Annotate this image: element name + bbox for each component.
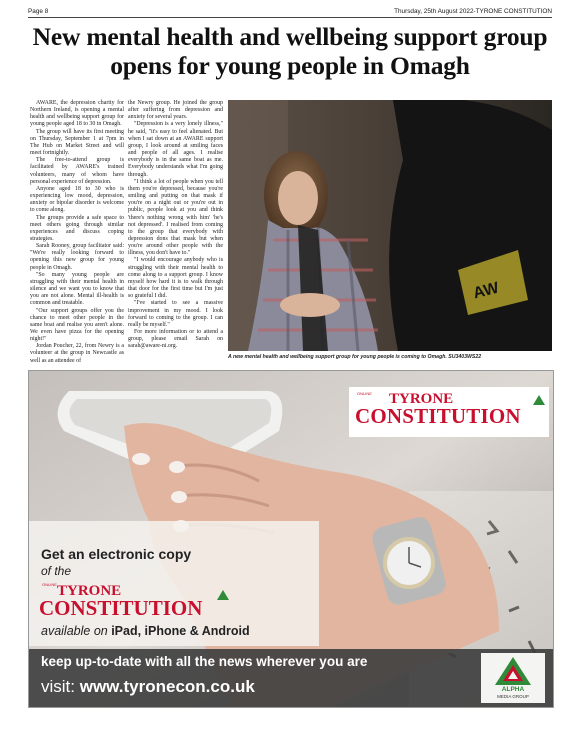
availability-prefix: available on	[41, 624, 112, 638]
alpha-subtitle: MEDIA GROUP	[497, 694, 529, 699]
paragraph: The group will have its first meeting on Thursday, September 1 at 7pm in The Hub on Market Street and will meet fortnightly.	[30, 128, 124, 157]
masthead-online-tag: ONLINE	[357, 391, 372, 396]
visit-prefix: visit:	[41, 677, 80, 696]
paragraph: AWARE, the depression charity for Northern Ireland, is opening a mental health and wellbeing support group for young people aged 18 to 30 in Omagh.	[30, 100, 124, 128]
alpha-mini-icon	[533, 395, 545, 405]
advert-availability	[41, 624, 250, 638]
dateline: Thursday, 25th August 2022-TYRONE CONSTITUTION	[394, 8, 552, 15]
paragraph: Sarah Rooney, group facilitator said: "We're really looking forward to opening this new group for young people in Omagh.	[30, 243, 124, 271]
alpha-name: ALPHA	[501, 686, 525, 693]
paragraph: "I think a lot of people when you tell them you're depressed, because you're smiling and putting on that mask if you're on a night out or you're out in public, people look at you and think 'there's nothing wrong with him' 'he's not depressed'. I realised from coming to the group that everybody with depression dons that mask but when you're around other people with the illness, you don't have to."	[128, 178, 223, 257]
photo-illustration	[228, 100, 552, 351]
article-headline: New mental health and wellbeing support group opens for young people in Omagh	[32, 22, 548, 80]
photo-caption: A new mental health and wellbeing support group for young people is coming to Omagh. SU3403WS22	[228, 354, 482, 360]
article-column-1	[30, 100, 124, 365]
advert-headline: Get an electronic copy	[41, 546, 192, 562]
masthead-constitution: CONSTITUTION	[39, 596, 203, 620]
article-column-2	[128, 100, 223, 350]
paragraph: "Our support groups offer you the chance to meet other people in the same boat and realise you aren't alone. We even have pizza for the opening night!"	[30, 307, 124, 343]
advertisement	[28, 370, 554, 708]
masthead-tyrone: TYRONE	[389, 391, 454, 407]
advert-tagline: keep up-to-date with all the news wherever you are	[41, 654, 368, 669]
alpha-mini-icon	[217, 590, 229, 600]
paragraph: "I've started to see a massive improvement in my mood. I look forward to coming to the group. I can really be myself."	[128, 300, 223, 328]
paragraph: Jordan Poucher, 22, from Newry is a volunteer at the group in Newcastle as well as an attendee of	[30, 343, 124, 364]
paragraph: "Depression is a very lonely illness," he said, "it's easy to feel alienated. But when I sat down at an AWARE support group, I look around at smiling faces and people of all ages. I realise everybody is in the same boat as me. Everybody understands what I'm going through.	[128, 121, 223, 178]
masthead-lower	[39, 582, 239, 622]
masthead-tyrone: TYRONE	[57, 583, 122, 599]
header-rule	[28, 17, 552, 18]
website-link[interactable]: www.tyronecon.co.uk	[79, 677, 255, 696]
paragraph: Anyone aged 18 to 30 who is experiencing low mood, depression, anxiety or bipolar disorder is welcome to come along.	[30, 185, 124, 214]
paragraph: For more information or to attend a group, please email Sarah on sarah@aware-ni.org.	[128, 329, 223, 350]
advert-of-the: of the	[41, 564, 72, 578]
alpha-logo-icon	[481, 655, 545, 687]
masthead-constitution: CONSTITUTION	[355, 404, 521, 428]
masthead-online-tag: ONLINE	[42, 582, 57, 587]
paragraph: The groups provide a safe space to meet others going through similar experiences and discuss coping strategies.	[30, 214, 124, 242]
article-photo	[228, 100, 552, 351]
availability-platforms: iPad, iPhone & Android	[111, 624, 250, 638]
paragraph: the Newry group. He joined the group after suffering from depression and anxiety for several years.	[128, 100, 223, 121]
page-number: Page 8	[28, 8, 49, 15]
paragraph: The free-to-attend group is facilitated by AWARE's trained volunteers, many of whom have personal experience of depression.	[30, 157, 124, 185]
masthead-top	[349, 387, 549, 437]
svg-text:AW: AW	[471, 279, 501, 303]
paragraph: "So many young people are struggling with their mental health in silence and we want you to know that you are not alone. Mental ill-health is common and treatable.	[30, 271, 124, 307]
advert-visit	[41, 677, 255, 697]
alpha-media-logo	[481, 653, 545, 703]
paragraph: "I would encourage anybody who is struggling with their mental health to come along to a support group. I know myself how hard it is to walk through that door for the first time but I'm just so grateful I did.	[128, 257, 223, 300]
page-header	[28, 8, 552, 22]
